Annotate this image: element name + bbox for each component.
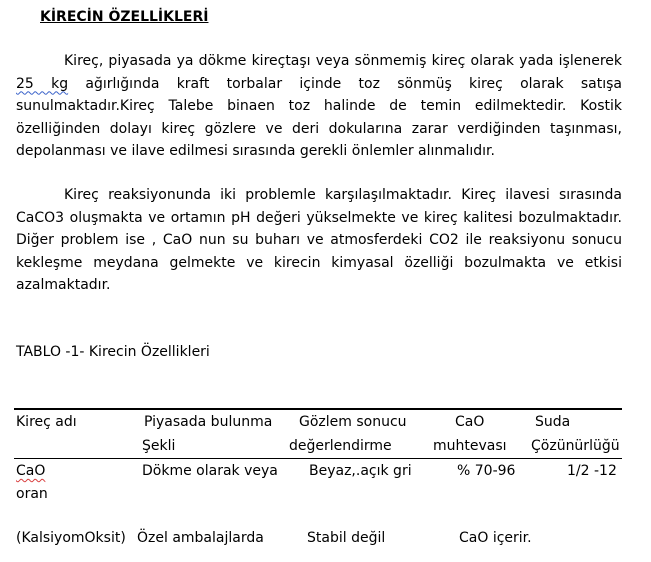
header-form-2: Şekli: [142, 438, 176, 454]
header-solubility-2: Çözünürlüğü: [531, 438, 620, 454]
row1-cao: % 70-96: [457, 463, 516, 479]
header-cao: CaO: [455, 414, 485, 430]
row2-observation: Stabil değil: [307, 530, 386, 546]
paragraph-1-rest: ağırlığında kraft torbalar içinde toz sönmüş kireç olarak satışa sunulmaktadır.Kireç Talebe binaen toz halinde de temin edilmektedir. Kostik özelliğinden dolayı kireç gözlere ve deri dokularına zarar verdiğinden taşınması, depolanması ve ilave edilmesi sırasında gerekli önlemler alınmalıdır.: [16, 75, 622, 159]
paragraph-2-text: Kireç reaksiyonunda iki problemle karşılaşılmaktadır. Kireç ilavesi sırasında CaCO3 oluşmakta ve ortamın pH değeri yükselmekte ve kireç kalitesi bozulmaktadır. Diğer problem ise , CaO nun su buharı ve atmosferdeki CO2 ile reaksiyonu sonucu kekleşme meydana gelmekte ve kirecin kimyasal özelliği bozulmakta ve etkisi azalmaktadır.: [16, 187, 622, 293]
table-caption: TABLO -1- Kirecin Özellikleri: [16, 344, 210, 360]
header-form: Piyasada bulunma: [144, 414, 273, 430]
paragraph-2: [16, 184, 622, 297]
header-observation-2: değerlendirme: [289, 438, 392, 454]
row1-observation: Beyaz,.açık gri: [309, 463, 412, 479]
row1-name: CaO: [16, 463, 46, 479]
row1-continuation: oran: [16, 486, 48, 502]
header-observation: Gözlem sonucu: [299, 414, 407, 430]
paragraph-1-amount: 25 kg: [16, 75, 69, 92]
row2-cao: CaO içerir.: [459, 530, 532, 546]
table-top-rule: [14, 408, 622, 410]
paragraph-1: [16, 50, 622, 163]
page-title: KİRECİN ÖZELLİKLERİ: [40, 9, 209, 25]
row2-name: (KalsiyomOksit): [16, 530, 126, 546]
row1-form: Dökme olarak veya: [142, 463, 278, 479]
table-header-rule: [14, 458, 622, 459]
header-name: Kireç adı: [16, 414, 77, 430]
row1-solubility: 1/2 -12: [567, 463, 617, 479]
header-cao-2: muhtevası: [433, 438, 507, 454]
header-solubility: Suda: [535, 414, 571, 430]
row2-form: Özel ambalajlarda: [137, 530, 264, 546]
paragraph-1-lead: Kireç, piyasada ya dökme kireçtaşı veya sönmemiş kireç olarak yada işlenerek: [64, 53, 622, 69]
